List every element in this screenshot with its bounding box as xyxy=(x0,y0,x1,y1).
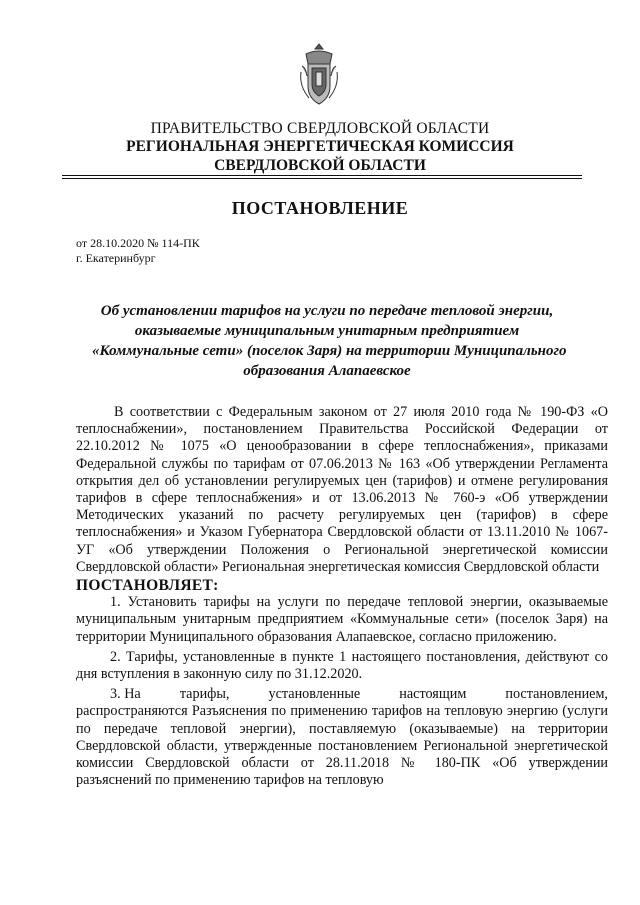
item-2-paragraph: 2. Тарифы, установленные в пункте 1 настоящего постановления, действуют со дня вступления в законную силу по 31.12.2020. xyxy=(76,648,608,683)
subject-line: оказываемые муниципальным унитарным предприятием xyxy=(134,323,520,339)
commission-name: РЕГИОНАЛЬНАЯ ЭНЕРГЕТИЧЕСКАЯ КОМИССИЯ xyxy=(126,138,514,155)
item-3-paragraph xyxy=(76,686,608,789)
preamble-paragraph: В соответствии с Федеральным законом от 27 июля 2010 года № 190-ФЗ «О теплоснабжении», постановлением Правительства Российской Федерации от 22.10.2012 № 1075 «О ценообразовании в сфере теплоснабжения», приказами Федеральной службы по тарифам от 07.06.2013 № 163 «Об утверждении Регламента открытия дел об установлении регулируемых цен (тарифов) и отмене регулирования тарифов в сфере теплоснабжения» и от 13.06.2013 № 760-э «Об утверждении Методических указаний по расчету регулируемых цен (тарифов) в сфере теплоснабжения» и Указом Губернатора Свердловской области от 13.11.2010 № 1067-УГ «Об утверждении Положения о Региональной энергетической комиссии Свердловской области» Региональная энергетическая комиссия Свердловской области xyxy=(76,404,608,575)
subject-line: «Коммунальные сети» (поселок Заря) на территории Муниципального xyxy=(92,343,567,359)
header-rule-top xyxy=(62,175,582,176)
header-rule-bottom xyxy=(62,178,582,179)
government-name: ПРАВИТЕЛЬСТВО СВЕРДЛОВСКОЙ ОБЛАСТИ xyxy=(150,120,490,137)
region-name: СВЕРДЛОВСКОЙ ОБЛАСТИ xyxy=(214,157,426,174)
item-3-continuation: распространяются Разъяснения по применению тарифов на тепловую энергию (услуги по передаче тепловой энергии), поставляемую (оказываемые) на территории Свердловской области, утвержденные постановлением Региональной энергетической комиссии Свердловской области от 28.11.2018 № 180-ПК «Об утверждении разъяснений по применению тарифов на тепловую xyxy=(76,703,608,789)
resolve-heading: ПОСТАНОВЛЯЕТ: xyxy=(76,577,219,595)
item-3-word: 3. На xyxy=(110,686,141,703)
item-3-word: тарифы, xyxy=(179,686,230,703)
document-city: г. Екатеринбург xyxy=(76,251,156,265)
item-3-word: постановлением, xyxy=(505,686,608,703)
item-3-word: настоящим xyxy=(399,686,467,703)
item-3-first-line xyxy=(76,686,608,703)
coat-of-arms-emblem xyxy=(298,42,340,108)
document-subject xyxy=(92,301,567,381)
item-1-paragraph: 1. Установить тарифы на услуги по передаче тепловой энергии, оказываемые муниципальным унитарным предприятием «Коммунальные сети» (поселок Заря) на территории Муниципального образования Алапаевское, согласно приложению. xyxy=(76,594,608,645)
document-body xyxy=(76,404,608,789)
item-3-word: установленные xyxy=(268,686,361,703)
document-type-title: ПОСТАНОВЛЕНИЕ xyxy=(231,198,409,218)
document-date-number: от 28.10.2020 № 114-ПК xyxy=(76,236,200,250)
subject-line: образования Алапаевское xyxy=(243,363,411,379)
subject-line: Об установлении тарифов на услуги по передаче тепловой энергии, xyxy=(100,303,554,319)
